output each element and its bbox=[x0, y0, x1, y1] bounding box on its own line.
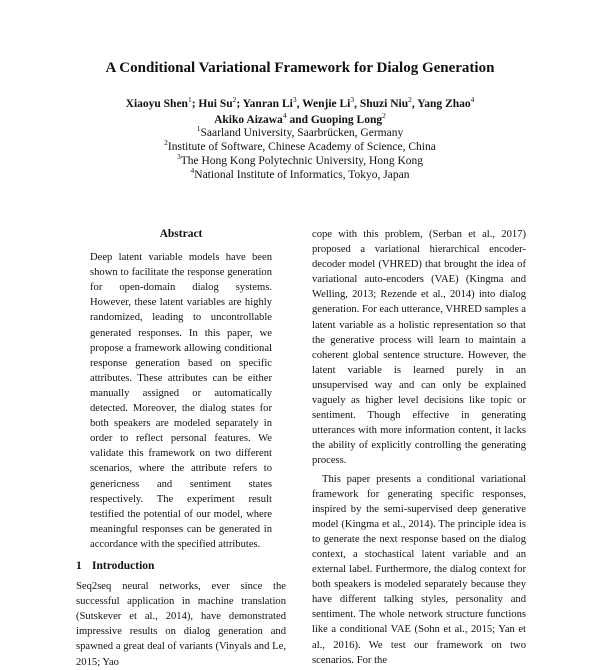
right-column bbox=[312, 227, 526, 668]
affiliation-list bbox=[40, 126, 560, 182]
section-title: Introduction bbox=[92, 559, 155, 572]
author-name: Yanran Li bbox=[242, 98, 293, 110]
author-name: Hui Su bbox=[198, 98, 233, 110]
section-number: 1 bbox=[76, 559, 82, 572]
author-name: Guoping Long bbox=[310, 114, 383, 126]
paper-title: A Conditional Variational Framework for Dialog Generation bbox=[105, 60, 495, 76]
author-affil-mark: 3 bbox=[292, 95, 297, 104]
affiliation: $^1$Saarland University, Saarbrücken, Germany bbox=[196, 124, 404, 139]
author-affil-mark: 4 bbox=[282, 111, 287, 120]
author-list bbox=[40, 96, 560, 128]
author-separator: and bbox=[289, 114, 308, 126]
abstract-heading: Abstract bbox=[159, 228, 203, 240]
author-name: Xiaoyu Shen bbox=[125, 98, 188, 110]
author-affil-mark: 2 bbox=[408, 95, 412, 104]
abstract-text: Deep latent variable models have been shown to facilitate the response generation for open-domain dialog systems. However, these latent variables are highly randomized, leading to uncontrollable generated responses. In this paper, we propose a framework allowing conditional response generation based on specific attributes. These attributes can be either manually assigned or automatically detected. Moreover, the dialog states for both speakers are modeled separately in order to reflect personal features. We validate this framework on two different scenarios, where the attribute refers to genericness and sentiment states respectively. The experiment result testified the potential of our model, where meaningful responses can be generated in accordance with the specified attributes. bbox=[90, 252, 272, 550]
introduction-paragraph: Seq2seq neural networks, ever since the successful application in machine translation (Sutskever et al., 2014), have demonstrated impressive results on dialog generation and spawned a great deal of variants (Vinyals and Le, 2015; Yao bbox=[76, 581, 286, 668]
body-paragraph-2: This paper presents a conditional variational framework for generating specific responses, inspired by the semi-supervised deep generative model (Kingma et al., 2014). The principle idea is to generate the next response based on the dialog context, a stochastical latent variable and an external label. Furthermore, the dialog context for both speakers is modeled separately because they have different talking styles, personality and sentiment. The whole network structure functions like a conditional VAE (Sohn et al., 2015; Yan et al., 2016). We test our framework on two scenarios. For the bbox=[312, 473, 526, 666]
author-affil-mark: 3 bbox=[350, 95, 355, 104]
author-name: Wenjie Li bbox=[302, 98, 351, 110]
affiliation: $^3$The Hong Kong Polytechnic University, Hong Kong bbox=[176, 152, 424, 167]
author-affil-mark: 4 bbox=[470, 95, 475, 104]
author-affil-mark: 2 bbox=[382, 111, 386, 120]
author-affil-mark: 2 bbox=[232, 95, 237, 104]
author-name: Yang Zhao bbox=[417, 98, 471, 110]
affiliation: $^2$Institute of Software, Chinese Academy of Science, China bbox=[164, 138, 436, 153]
author-line-1: Xiaoyu Shen$^1$; Hui Su$^2$; Yanran Li$^3$, Wenjie Li$^3$, Shuzi Niu$^2$, Yang Zhao$^4$ bbox=[125, 95, 475, 110]
author-name: Akiko Aizawa bbox=[214, 114, 283, 126]
section-heading-introduction bbox=[76, 559, 286, 574]
left-column bbox=[76, 227, 286, 670]
affiliation: $^4$National Institute of Informatics, Tokyo, Japan bbox=[190, 166, 410, 181]
author-name: Shuzi Niu bbox=[359, 98, 409, 110]
body-paragraph-1: cope with this problem, (Serban et al., 2017) proposed a variational hierarchical encoder-decoder model (VHRED) that brought the idea of variational auto-encoders (VAE) (Kingma and Welling, 2013; Rezende et al., 2014) into dialog generation. For each utterance, VHRED samples a latent variable as a holistic representation so that the generative process will learn to maintain a coherent global sentence structure. However, the latent variable is learned purely in an unsupervised way and can only be explained vaguely as higher level decisions like topic or sentiment. Though effective in generating utterances with more information content, it lacks the ability of explicitly controlling the generating process. bbox=[312, 229, 526, 467]
author-affil-mark: 1 bbox=[187, 95, 192, 104]
